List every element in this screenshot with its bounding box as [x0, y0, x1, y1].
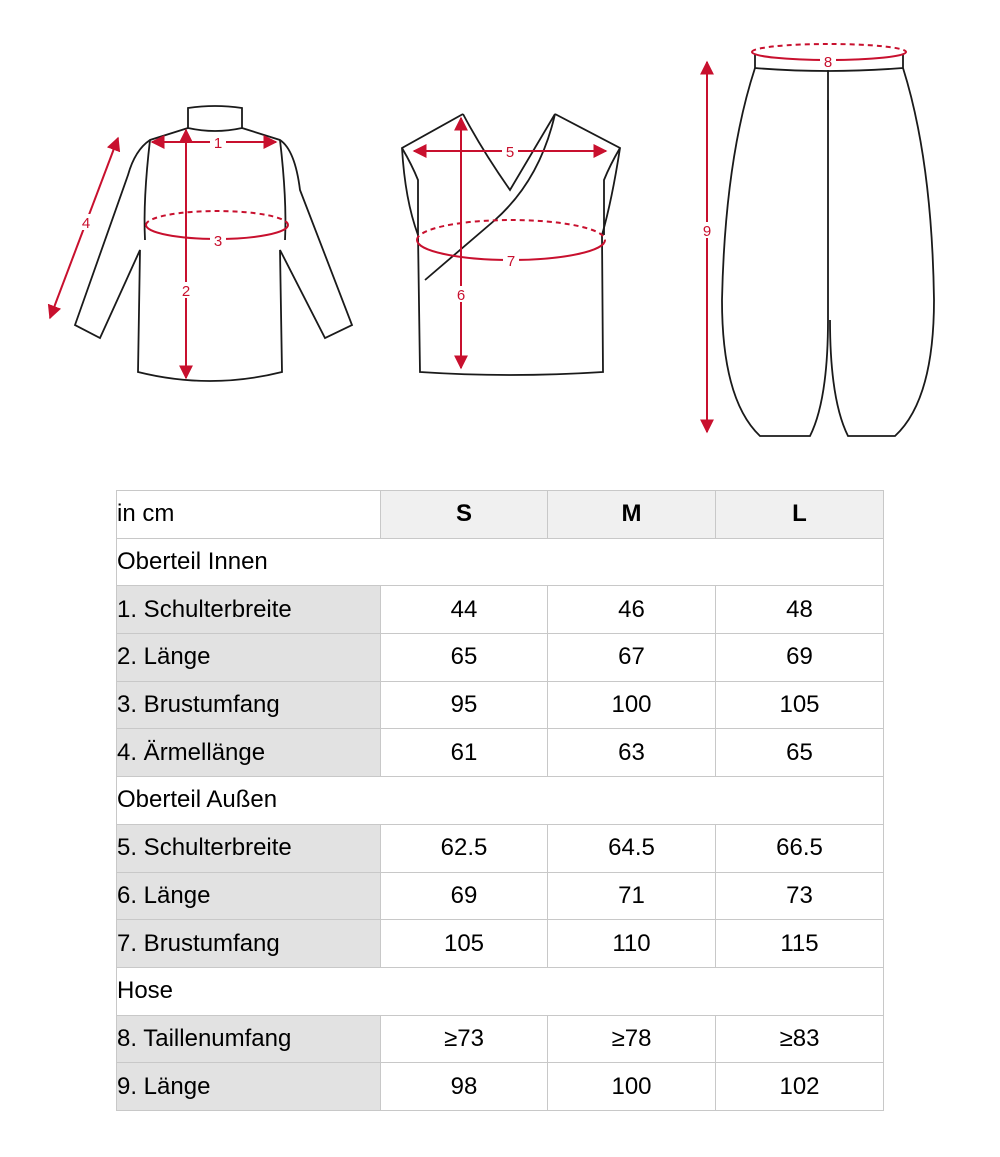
cell-m: 100 — [548, 1063, 716, 1111]
cell-m: 46 — [548, 586, 716, 634]
table-row — [117, 681, 884, 729]
cell-s: 95 — [381, 681, 548, 729]
unit-label: in cm — [117, 491, 381, 539]
size-header-s: S — [381, 491, 548, 539]
cell-s: 105 — [381, 920, 548, 968]
size-header-l: L — [716, 491, 884, 539]
cell-s: 62.5 — [381, 824, 548, 872]
cell-m: 71 — [548, 872, 716, 920]
cell-s: ≥73 — [381, 1015, 548, 1063]
cell-m: 64.5 — [548, 824, 716, 872]
measure-label-3: 3 — [213, 233, 223, 250]
table-row — [117, 872, 884, 920]
section-row — [117, 967, 884, 1015]
cell-l: 73 — [716, 872, 884, 920]
section-title: Oberteil Außen — [117, 777, 884, 825]
cell-s: 98 — [381, 1063, 548, 1111]
measure-label-4: 4 — [81, 215, 91, 232]
size-table — [116, 490, 884, 1111]
table-row — [117, 1015, 884, 1063]
row-label: 9. Länge — [117, 1063, 381, 1111]
table-header-row — [117, 491, 884, 539]
cell-m: 100 — [548, 681, 716, 729]
cell-l: 65 — [716, 729, 884, 777]
cell-m: 67 — [548, 634, 716, 682]
measure-label-2: 2 — [181, 283, 191, 300]
section-row — [117, 777, 884, 825]
row-label: 6. Länge — [117, 872, 381, 920]
cell-m: 110 — [548, 920, 716, 968]
table-row — [117, 1063, 884, 1111]
cell-m: 63 — [548, 729, 716, 777]
measure-label-8: 8 — [823, 54, 833, 71]
measure-label-1: 1 — [213, 135, 223, 152]
cell-l: 48 — [716, 586, 884, 634]
section-title: Hose — [117, 967, 884, 1015]
row-label: 7. Brustumfang — [117, 920, 381, 968]
row-label: 8. Taillenumfang — [117, 1015, 381, 1063]
row-label: 2. Länge — [117, 634, 381, 682]
cell-l: 115 — [716, 920, 884, 968]
cell-l: ≥83 — [716, 1015, 884, 1063]
diagram-canvas — [0, 0, 1000, 470]
table-row — [117, 586, 884, 634]
table-row — [117, 824, 884, 872]
cell-l: 102 — [716, 1063, 884, 1111]
row-label: 1. Schulterbreite — [117, 586, 381, 634]
table-row — [117, 729, 884, 777]
measure-label-5: 5 — [505, 144, 515, 161]
cell-l: 105 — [716, 681, 884, 729]
cell-l: 69 — [716, 634, 884, 682]
cell-s: 69 — [381, 872, 548, 920]
table-row — [117, 634, 884, 682]
cell-m: ≥78 — [548, 1015, 716, 1063]
cell-s: 61 — [381, 729, 548, 777]
section-title: Oberteil Innen — [117, 538, 884, 586]
row-label: 3. Brustumfang — [117, 681, 381, 729]
measure-label-7: 7 — [506, 253, 516, 270]
size-header-m: M — [548, 491, 716, 539]
outer-top-measures — [414, 118, 606, 368]
measure-label-9: 9 — [702, 223, 712, 240]
cell-s: 65 — [381, 634, 548, 682]
inner-top-measures — [50, 130, 288, 378]
garment-diagrams — [0, 0, 1000, 470]
cell-s: 44 — [381, 586, 548, 634]
section-row — [117, 538, 884, 586]
measure-label-6: 6 — [456, 287, 466, 304]
pants-measures — [699, 44, 906, 432]
cell-l: 66.5 — [716, 824, 884, 872]
row-label: 4. Ärmellänge — [117, 729, 381, 777]
pants-drawing — [722, 54, 934, 436]
row-label: 5. Schulterbreite — [117, 824, 381, 872]
table-row — [117, 920, 884, 968]
